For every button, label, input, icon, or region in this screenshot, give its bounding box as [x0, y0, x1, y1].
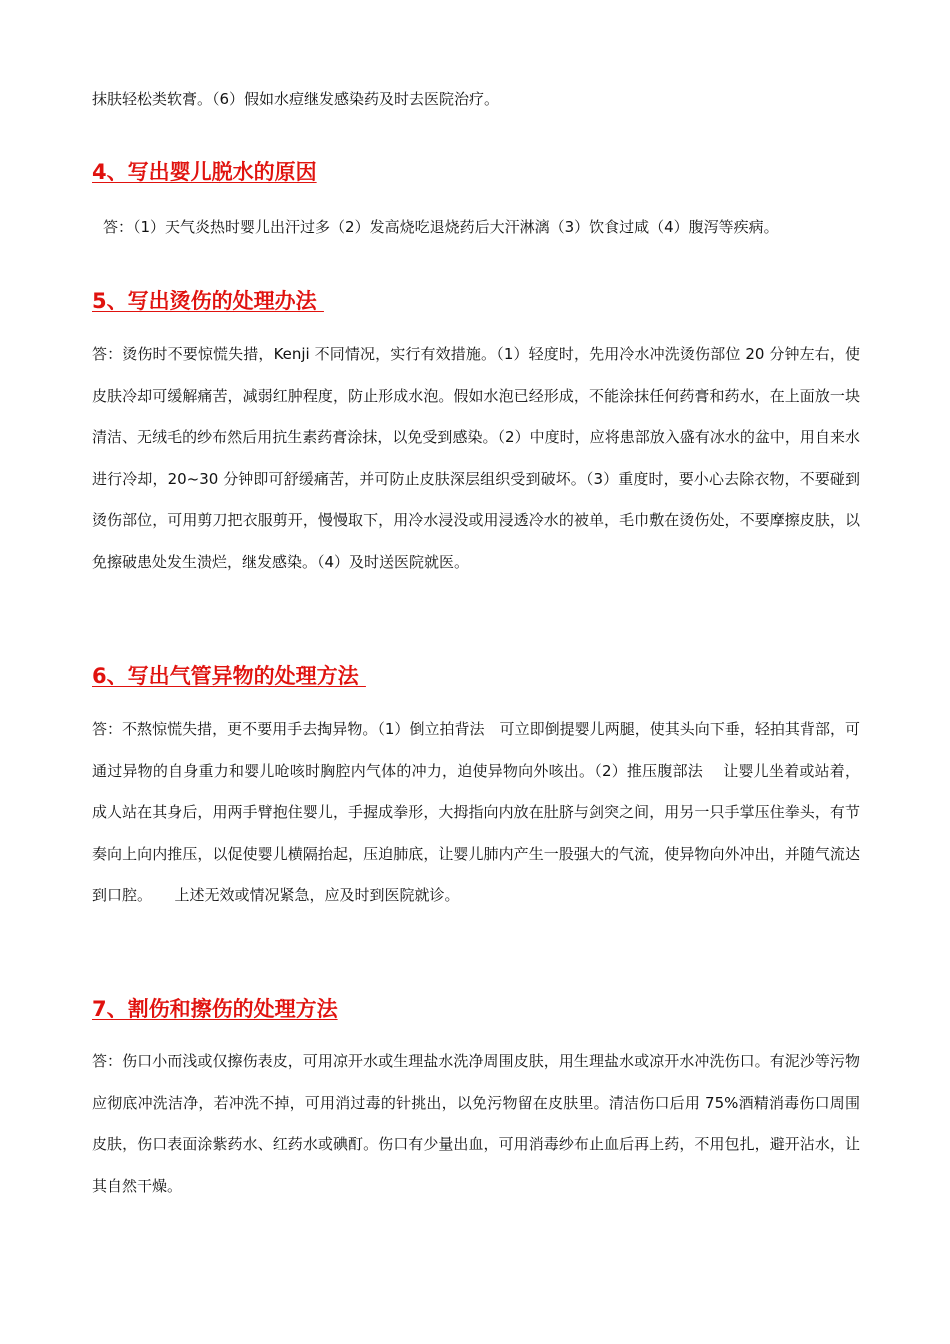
section-4-answer: 答：（1）天气炎热时婴儿出汗过多（2）发高烧吃退烧药后大汗淋漓（3）饮食过咸（4）腹泻等疾病。 [103, 218, 779, 236]
intro-paragraph: 抹肤轻松类软膏。（6）假如水痘继发感染药及时去医院治疗。 [92, 90, 500, 108]
section-5-heading: 5、写出烫伤的处理办法 [92, 289, 324, 313]
section-6-heading: 6、写出气管异物的处理方法 [92, 664, 366, 688]
section-4-heading: 4、写出婴儿脱水的原因 [92, 160, 317, 184]
section-6-answer: 答：不熬惊慌失措，更不要用手去掏异物。（1）倒立拍背法 可立即倒提婴儿两腿，使其头向下垂，轻拍其背部，可通过异物的自身重力和婴儿呛咳时胸腔内气体的冲力，迫使异物向外咳出。（2）推压腹部法 让婴儿坐着或站着，成人站在其身后，用两手臂抱住婴儿，手握成拳形，大拇指向内放在肚脐与剑突之间，用另一只手掌压住拳头，有节奏向上向内推压，以促使婴儿横隔抬起，压迫肺底，让婴儿肺内产生一股强大的气流，使异物向外冲出，并随气流达到口腔。 上述无效或情况紧急，应及时到医院就诊。 [92, 720, 860, 904]
section-5-answer: 答：烫伤时不要惊慌失措，Kenji 不同情况，实行有效措施。（1）轻度时，先用冷水冲洗烫伤部位 20 分钟左右，使皮肤冷却可缓解痛苦，减弱红肿程度，防止形成水泡。假如水泡已经形成，不能涂抹任何药膏和药水，在上面放一块清洁、无绒毛的纱布然后用抗生素药膏涂抹，以免受到感染。（2）中度时，应将患部放入盛有冰水的盆中，用自来水进行冷却，20~30 分钟即可舒缓痛苦，并可防止皮肤深层组织受到破坏。（3）重度时，要小心去除衣物，不要碰到烫伤部位，可用剪刀把衣服剪开，慢慢取下，用冷水浸没或用浸透冷水的被单，毛巾敷在烫伤处，不要摩擦皮肤，以免擦破患处发生溃烂，继发感染。（4）及时送医院就医。 [92, 345, 860, 571]
section-7-answer: 答：伤口小而浅或仅擦伤表皮，可用凉开水或生理盐水洗净周围皮肤，用生理盐水或凉开水冲洗伤口。有泥沙等污物应彻底冲洗洁净，若冲洗不掉，可用消过毒的针挑出，以免污物留在皮肤里。清洁伤口后用 75%酒精消毒伤口周围皮肤，伤口表面涂紫药水、红药水或碘酊。伤口有少量出血，可用消毒纱布止血后再上药，不用包扎，避开沾水，让其自然干燥。 [92, 1052, 860, 1195]
section-7-heading: 7、割伤和擦伤的处理方法 [92, 997, 338, 1021]
